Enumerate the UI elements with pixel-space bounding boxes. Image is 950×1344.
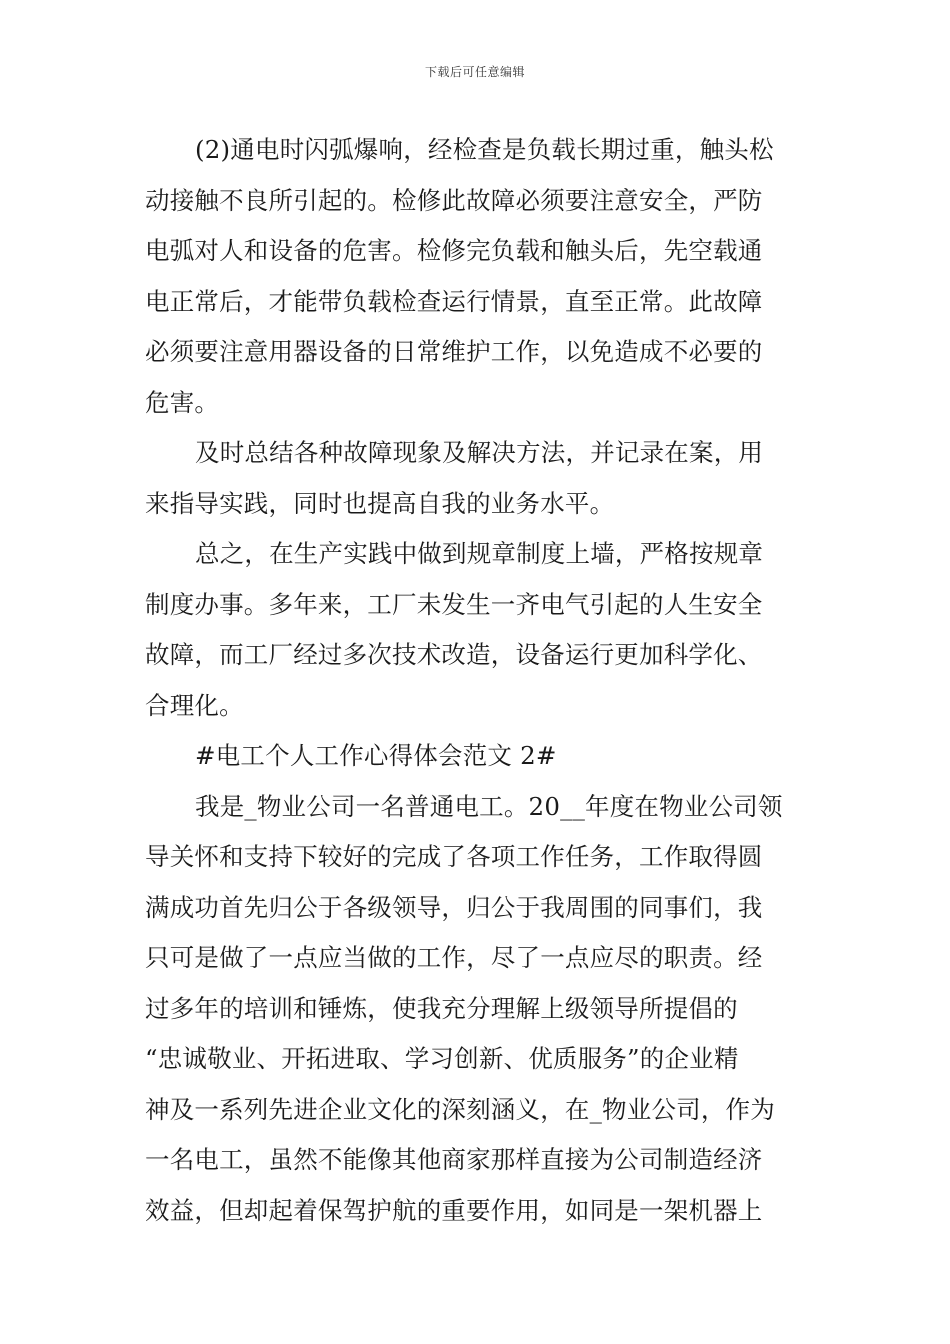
paragraph-1	[145, 125, 805, 428]
text-line: 必须要注意用器设备的日常维护工作，以免造成不必要的	[145, 337, 763, 366]
text-line: 导关怀和支持下较好的完成了各项工作任务，工作取得圆	[145, 842, 763, 871]
text-line: “忠诚敬业、开拓进取、学习创新、优质服务”的企业精	[145, 1044, 739, 1073]
text-line: 及时总结各种故障现象及解决方法，并记录在案，用	[195, 438, 764, 467]
text-line: 电正常后，才能带负载检查运行情景，直至正常。此故障	[145, 286, 763, 316]
text-line: 动接触不良所引起的。检修此故障必须要注意安全，严防	[145, 185, 763, 215]
paragraph-3	[145, 529, 805, 731]
text-line: 电弧对人和设备的危害。检修完负载和触头后，先空载通	[145, 236, 763, 265]
text-line: 神及一系列先进企业文化的深刻涵义，在_物业公司，作为	[145, 1094, 775, 1124]
text-line: (2)通电时闪弧爆响，经检查是负载长期过重，触头松	[195, 135, 774, 164]
text-line: 故障，而工厂经过多次技术改造，设备运行更加科学化、	[145, 640, 763, 669]
section-heading	[145, 731, 805, 782]
text-line: 合理化。	[145, 690, 244, 720]
text-line: 一名电工，虽然不能像其他商家那样直接为公司制造经济	[145, 1145, 763, 1174]
paragraph-5	[145, 782, 805, 1237]
text-line: 我是_物业公司一名普通电工。20__年度在物业公司领	[195, 791, 783, 821]
text-line: 满成功首先归公于各级领导，归公于我周围的同事们，我	[145, 892, 763, 922]
text-line: 效益，但却起着保驾护航的重要作用，如同是一架机器上	[145, 1195, 763, 1225]
page-header: 下载后可任意编辑	[424, 65, 525, 79]
heading-text: #电工个人工作心得体会范文 2#	[195, 741, 557, 770]
text-line: 只可是做了一点应当做的工作，尽了一点应尽的职责。经	[145, 943, 763, 972]
text-line: 总之，在生产实践中做到规章制度上墙，严格按规章	[195, 539, 764, 568]
text-line: 危害。	[145, 387, 220, 417]
document-body	[145, 125, 805, 1236]
text-line: 来指导实践，同时也提高自我的业务水平。	[145, 488, 615, 518]
paragraph-2	[145, 428, 805, 529]
text-line: 过多年的培训和锤炼，使我充分理解上级领导所提倡的	[145, 993, 738, 1023]
text-line: 制度办事。多年来，工厂未发生一齐电气引起的人生安全	[145, 589, 763, 619]
